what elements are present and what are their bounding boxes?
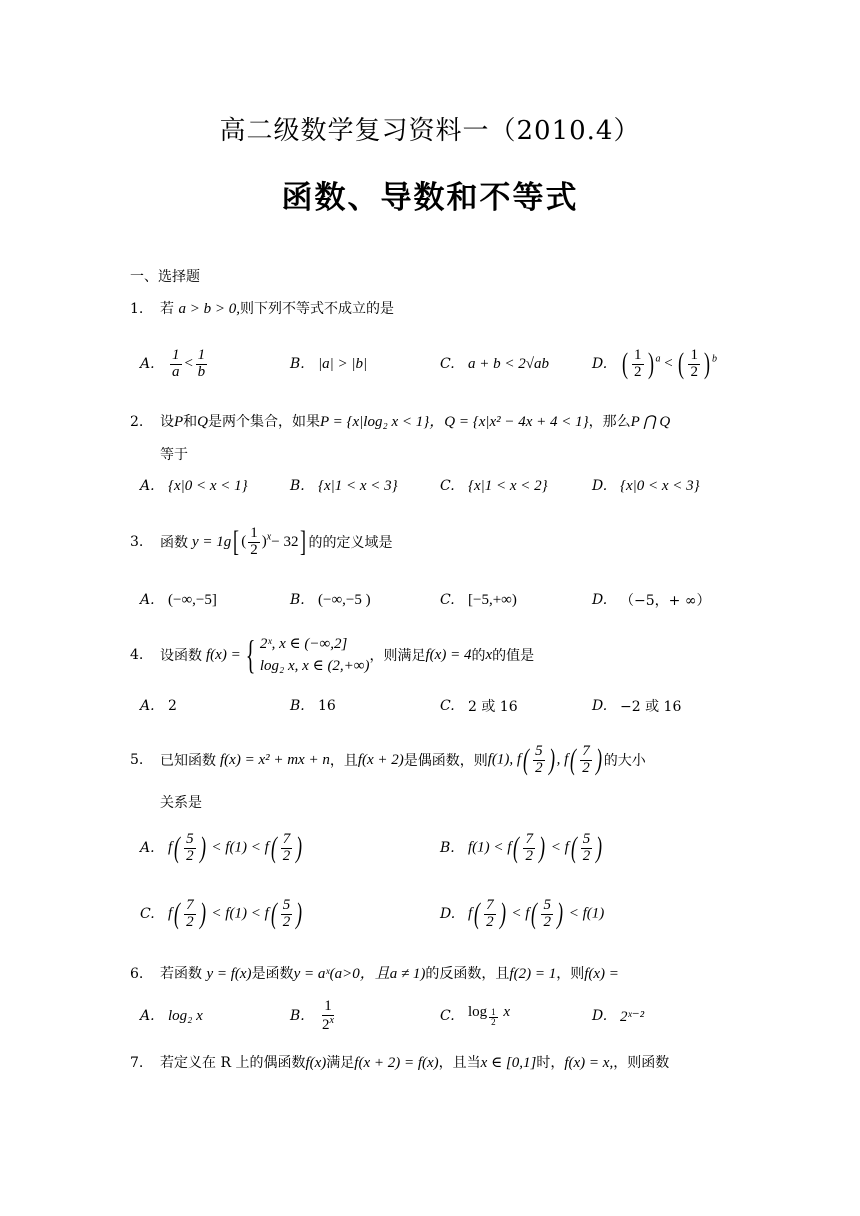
q1-option-a: A. $\frac{1}{a}$ < $\frac{1}{b}$ (140, 346, 206, 380)
q6-option-a: A. log₂ x (140, 1007, 203, 1024)
question-number: 2. (130, 414, 144, 430)
option-label: D. (592, 356, 608, 372)
q2-option-d: D. {x|0 < x < 3} (592, 477, 700, 494)
document-title: 高二级数学复习资料一（2010.4） (219, 116, 641, 146)
question-2: 2. 设P和Q是两个集合，如果P = {x|log₂ x < 1}，Q = {x|x² − 4x + 4 < 1}，那么P ⋂ Q (130, 414, 671, 430)
question-4: 4. 设函数 f(x) = { 2ˣ, x ∈ (−∞,2] log₂ x, x ∈ (2,+∞) ，则满足 f(x) = 4 的 x 的值是 (130, 632, 535, 677)
q5-option-d: D. f( $\frac{7}{2}$ ) < f( $\frac{5}{2}$ ) < f(1) (440, 896, 605, 930)
q4-option-c: C. 2 或 16 (440, 698, 518, 715)
option-label: B. (290, 356, 305, 372)
q2-option-c: C. {x|1 < x < 2} (440, 477, 548, 494)
question-7: 7. 若定义在 R 上的偶函数f(x)满足f(x + 2) = f(x)，且当x ∈ [0,1]时，f(x) = x,，则函数 (130, 1055, 670, 1071)
q1-pre: 若 (160, 301, 174, 317)
question-6: 6. 若函数 y = f(x)是函数y = aˣ(a>0，且a ≠ 1)的反函数，且f(2) = 1，则f(x) = (130, 966, 619, 982)
q4-option-d: D. −2 或 16 (592, 698, 682, 715)
section-heading: 一、选择题 (130, 269, 200, 285)
q1-option-d: D. ( $\frac{1}{2}$ ) $^a$ < ( $\frac{1}{2}$ ) $^b$ (592, 346, 717, 380)
set-p: P = {x|log₂ x < 1}， (320, 414, 445, 430)
q2-option-a: A. {x|0 < x < 1} (140, 477, 248, 494)
q5-option-b: B. f(1) < f( $\frac{7}{2}$ ) < f( $\frac{5}{2}$ ) (440, 830, 603, 864)
q2-line2: 等于 (160, 447, 188, 463)
question-1 (130, 298, 394, 318)
q1-option-b-text: |a| > |b| (318, 355, 368, 372)
q2-option-b: B. {x|1 < x < 3} (290, 477, 398, 494)
question-3: 3. 函数 y = 1g [ ( $\frac{1}{2}$ )$^x$ − 32 ] 的的定义域是 (130, 524, 393, 558)
q1-condition: a > b > 0, (178, 301, 240, 317)
q6-option-c: C. log $_{\frac{1}{2}}$ x (440, 1004, 511, 1028)
question-number: 1. (130, 301, 144, 317)
q1-post: 则下列不等式不成立的是 (239, 301, 394, 317)
q4-option-b: B. 16 (290, 698, 336, 714)
q6-option-b: B. $\frac{1}{2^x}$ (290, 997, 334, 1033)
question-5: 5. 已知函数 f(x) = x² + mx + n ，且 f(x + 2) 是偶函数，则 f(1), f( $\frac{5}{2}$ ) , f( $\frac{7}{2}$ ) 的大小 (130, 742, 646, 776)
q6-option-d: D. 2ˣ⁻² (592, 1008, 645, 1025)
q5-option-c: C. f( $\frac{7}{2}$ ) < f(1) < f( $\frac{5}{2}$ ) (140, 896, 303, 930)
q3-option-a: A. (−∞,−5] (140, 591, 217, 608)
document-subtitle: 函数、导数和不等式 (281, 180, 579, 216)
q4-option-a: A. 2 (140, 698, 177, 714)
q1-option-c-text: a + b < 2√ab (468, 355, 549, 372)
q5-line2: 关系是 (160, 795, 202, 811)
q5-option-a: A. f( $\frac{5}{2}$ ) < f(1) < f( $\frac{7}{2}$ ) (140, 830, 303, 864)
option-label: A. (140, 356, 155, 372)
set-q: Q = {x|x² − 4x + 4 < 1} (444, 414, 589, 430)
option-label: C. (440, 356, 455, 372)
q1-option-b (290, 344, 367, 384)
q3-option-b: B. (−∞,−5 ) (290, 591, 371, 608)
q3-option-c: C. [−5,+∞) (440, 591, 517, 608)
q3-option-d: D. （−5，+ ∞） (592, 592, 711, 609)
q1-option-c (440, 344, 549, 384)
